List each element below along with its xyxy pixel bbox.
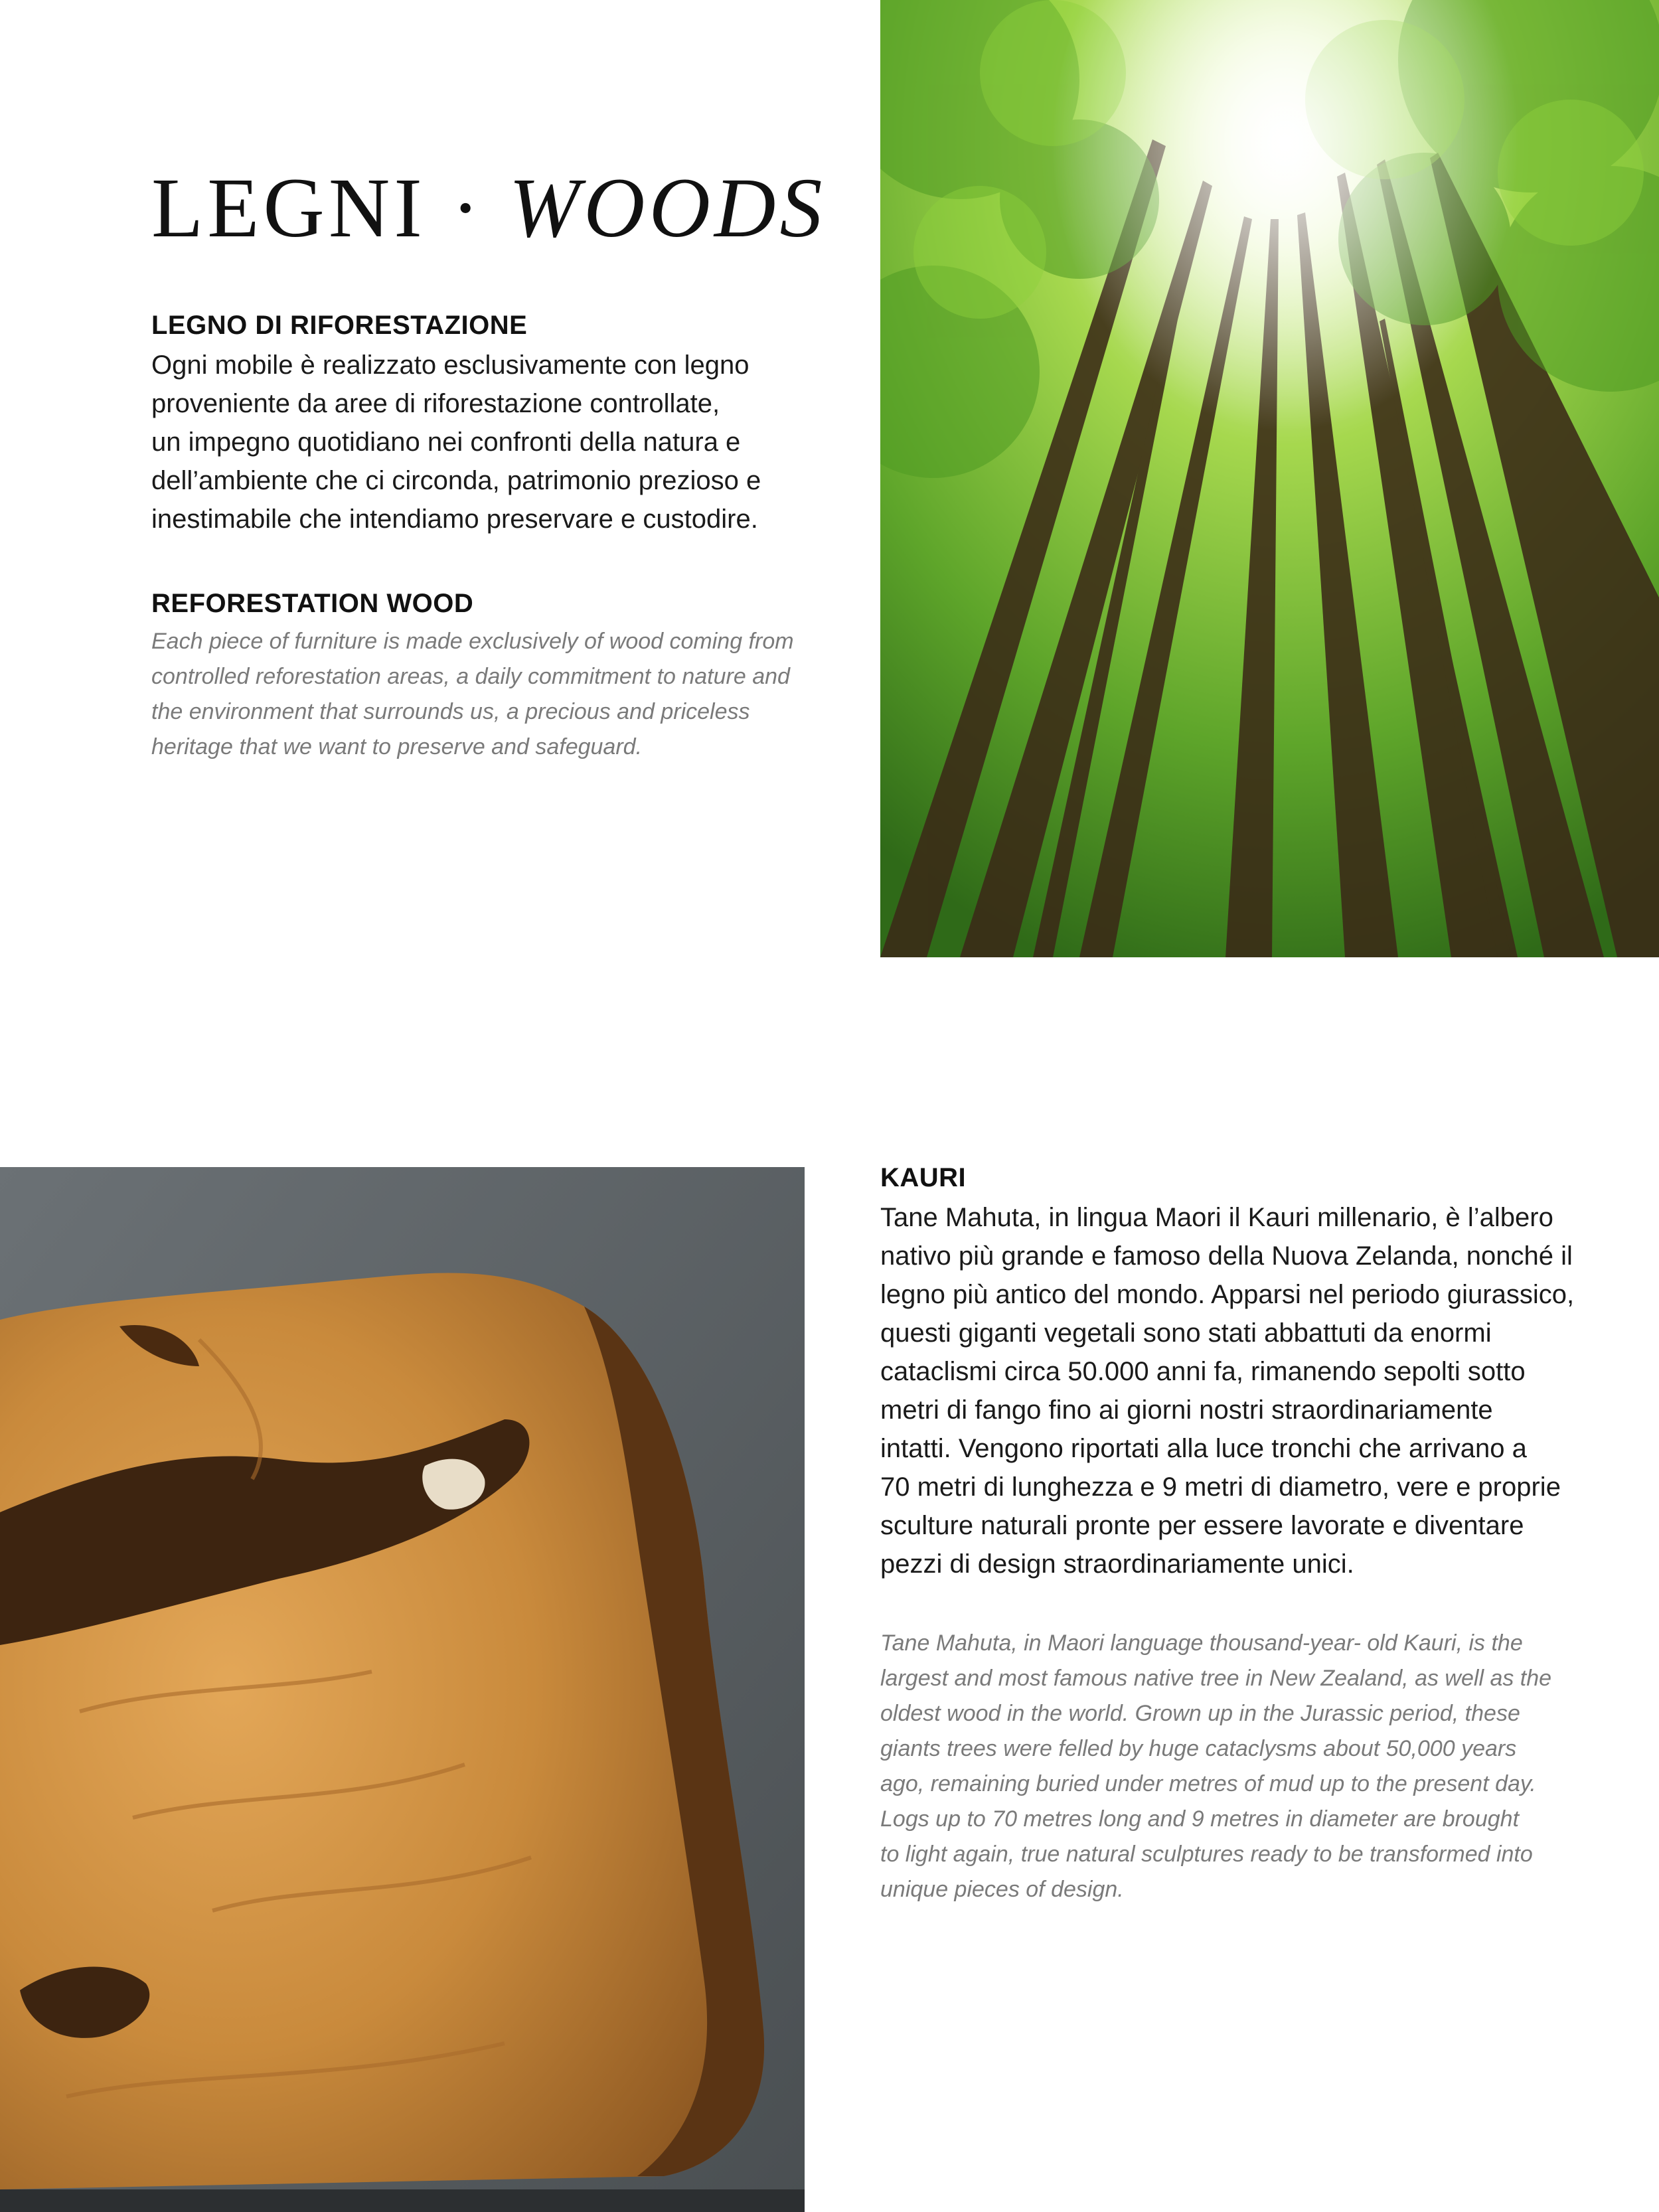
text-line: unique pieces of design.: [880, 1877, 1124, 1902]
reforestation-heading-en: REFORESTATION WOOD: [151, 589, 474, 618]
text-line: metri di fango fino ai giorni nostri straordinariamente: [880, 1395, 1493, 1425]
text-line: proveniente da aree di riforestazione controllate,: [151, 389, 720, 418]
text-line: giants trees were felled by huge cataclysms about 50,000 years: [880, 1736, 1517, 1761]
reforestation-section: [151, 311, 855, 765]
text-line: Each piece of furniture is made exclusively of wood coming from: [151, 629, 794, 654]
text-line: heritage that we want to preserve and safeguard.: [151, 734, 643, 759]
text-line: pezzi di design straordinariamente unici.: [880, 1549, 1354, 1579]
forest-canopy-photo: [880, 0, 1659, 957]
text-line: legno più antico del mondo. Apparsi nel periodo giurassico,: [880, 1280, 1575, 1309]
text-line: ago, remaining buried under metres of mud up to the present day.: [880, 1771, 1536, 1796]
reforestation-text-en: [151, 624, 855, 765]
reforestation-heading-it: LEGNO DI RIFORESTAZIONE: [151, 311, 528, 340]
text-line: intatti. Vengono riportati alla luce tronchi che arrivano a: [880, 1434, 1527, 1463]
text-line: Ogni mobile è realizzato esclusivamente con legno: [151, 351, 750, 380]
kauri-log-photo: [0, 1167, 805, 2212]
title-separator: ·: [451, 161, 484, 255]
title-italic: WOODS: [509, 161, 827, 255]
text-line: Tane Mahuta, in lingua Maori il Kauri millenario, è l’albero: [880, 1203, 1553, 1232]
text-line: Tane Mahuta, in Maori language thousand-year- old Kauri, is the: [880, 1630, 1523, 1656]
text-line: sculture naturali pronte per essere lavorate e diventare: [880, 1511, 1524, 1540]
text-line: un impegno quotidiano nei confronti della natura e: [151, 428, 741, 457]
text-line: nativo più grande e famoso della Nuova Zelanda, nonché il: [880, 1241, 1573, 1271]
text-line: 70 metri di lunghezza e 9 metri di diametro, vere e proprie: [880, 1472, 1561, 1502]
text-line: largest and most famous native tree in New Zealand, as well as the: [880, 1666, 1552, 1691]
text-line: to light again, true natural sculptures ready to be transformed into: [880, 1842, 1533, 1867]
text-line: oldest wood in the world. Grown up in the Jurassic period, these: [880, 1701, 1520, 1726]
text-line: the environment that surrounds us, a precious and priceless: [151, 699, 750, 724]
text-line: inestimabile che intendiamo preservare e custodire.: [151, 505, 758, 534]
reforestation-text-it: [151, 346, 855, 538]
text-line: questi giganti vegetali sono stati abbattuti da enormi: [880, 1318, 1492, 1348]
text-line: dell’ambiente che ci circonda, patrimonio prezioso e: [151, 466, 761, 495]
text-line: controlled reforestation areas, a daily commitment to nature and: [151, 664, 790, 689]
kauri-text-it: [880, 1198, 1624, 1583]
title-main: LEGNI: [151, 161, 426, 255]
text-line: cataclismi circa 50.000 anni fa, rimanendo sepolti sotto: [880, 1357, 1526, 1386]
kauri-heading: KAURI: [880, 1163, 967, 1192]
page-title: [151, 159, 826, 257]
text-line: Logs up to 70 metres long and 9 metres in diameter are brought: [880, 1806, 1520, 1832]
kauri-section: [880, 1163, 1624, 1907]
kauri-text-en: [880, 1626, 1624, 1907]
